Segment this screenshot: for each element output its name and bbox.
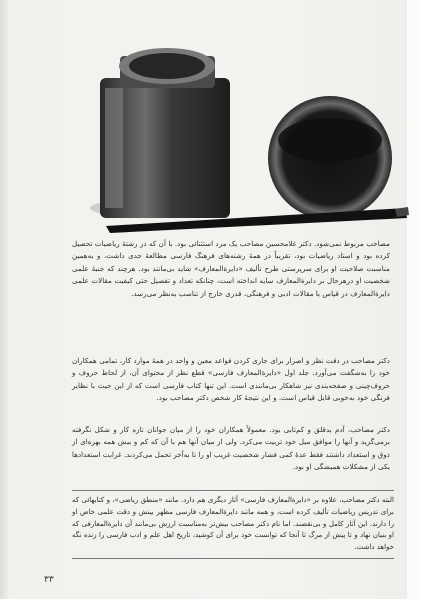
ink-bottle-and-pen-photo-icon: [50, 8, 410, 233]
boxed-paragraph: البته دکتر مصاحب، علاوه بر «دایرة‌المعارف فارسی» آثار دیگری هم دارد. مانند «منطق ریاضی»، و کتابهائی که برای تدریس ریاضیات تألیف کرده است، و همه مانند دایرة‌المعارف فارسی مظهر بینش و دقت علمی خاص او را دارند. این آثار کامل و بی‌نقصند. اما نام دکتر مصاحب بیش‌تر به‌مناسبت ارزش بی‌مانند آن دایرة‌المعارفی که او بنیان نهاد و تا پیش از مرگ تا آنجا که توانست خود برای آن کوشید، تاریخ اهل علم و ادب فارسی را زنده نگه خواهد داشت.: [72, 490, 394, 559]
paragraph-2: دکتر مصاحب در دقت نظر و اصرار برای جاری کردن قواعد معین و واحد در همهٔ موارد کار، تمامی همکاران خود را به‌شگفت می‌آورد. جلد اول «دایرة‌المعارف فارسی» قطع نظر از محتوای آن، از لحاظ حروف و حروف‌چینی و صفحه‌بندی نیز شاهکار بی‌مانندی است. این تنها کتاب فارسی است که از این حیث با نظایر فرنگی خود به‌خوبی قابل قیاس است. و این نتیجهٔ کار شخص دکتر مصاحب بود.: [72, 356, 390, 403]
paragraph-3: دکتر مصاحب، آدم بدقلق و کم‌تابی بود. معمولاً همکاران خود را از میان جوانان تازه کار و شکل نگرفته برمی‌گزید و آنها را موافق میل خود تربیت می‌کرد. ولی از میان آنها هم با آن که کم و بیش همه بهره‌ای از ذوق و استعداد داشتند فقط عدهٔ کمی فشار شخصیت غریب او را تا به‌آخر تحمل می‌کردند. غرابت استعدادها یکی از مشکلات همیشگی او بود.: [72, 425, 390, 472]
paragraph-1: مصاحب مربوط نمی‌شود. دکتر غلامحسین مصاحب یک مرد استثنائی بود. با آن که در رشتهٔ ریاضیات تحصیل کرده بود و استاد ریاضیات بود، تقریباً در همهٔ رشته‌های فرهنگ فارسی مطالعهٔ جدی داشت، و به‌همین مناسبت صلاحیت او برای سرپرستی طرح تألیف «دایرة‌المعارف» شاید بی‌مانند بود. هرچند که جنبهٔ علمی شخصیت او درهرحال بر دایرة‌المعارف سایه انداخته است، چنانکه تعداد و تفصیل حتی کیفیت مقالات علمی دایرة‌المعارف در قیاس با مقالات ادبی و فرهنگی، قدری خارج از تناسب به‌نظر می‌رسد.: [72, 239, 390, 298]
ink-bottle-photo: [50, 8, 410, 233]
page-number: ۳۳: [44, 575, 54, 585]
